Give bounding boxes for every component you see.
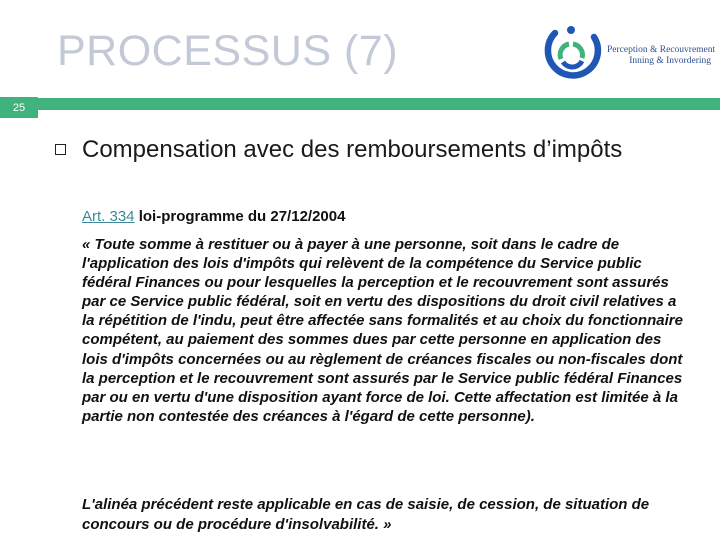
logo-line-1: Perception & Recouvrement — [607, 45, 716, 55]
legal-reference — [82, 208, 345, 225]
slide-number: 25 — [0, 97, 38, 118]
logo-mark-icon — [541, 22, 605, 86]
logo — [541, 22, 716, 86]
logo-text — [607, 45, 716, 67]
quoted-paragraph: « Toute somme à restituer ou à payer à une personne, soit dans le cadre de l'application des lois d'impôts qui relèvent de la compétence du Service public fédéral Finances ou pour lesquelles la perception et le recouvrement sont assurés par ce Service public fédéral, soit en vertu des dispositions du droit civil relatives a la répétition de l'indu, peut être affectée sans formalités et au choix du fonctionnaire compétent, au paiement des sommes dues par cette personne en application des lois d'impôts concernées ou au règlement de créances fiscales ou non-fiscales dont la perception et le recouvrement sont assurés par le Service public fédéral Finances par ou en vertu d'une disposition ayant force de loi. Cette affectation est limitée à la partie non contestée des créances à l'égard de cette personne). — [82, 236, 683, 425]
logo-line-2: Inning & Invordering — [629, 56, 711, 66]
closing-paragraph: L'alinéa précédent reste applicable en cas de saisie, de cession, de situation de concours ou de procédure d'insolvabilité. » — [82, 496, 650, 533]
bullet-heading: Compensation avec des remboursements d’impôts — [82, 136, 623, 163]
article-link[interactable]: Art. 334 — [82, 208, 135, 225]
reference-rest: loi-programme du 27/12/2004 — [134, 208, 346, 225]
square-bullet-icon — [55, 144, 66, 155]
slide-title: PROCESSUS (7) — [57, 27, 399, 75]
accent-bar — [0, 98, 720, 110]
